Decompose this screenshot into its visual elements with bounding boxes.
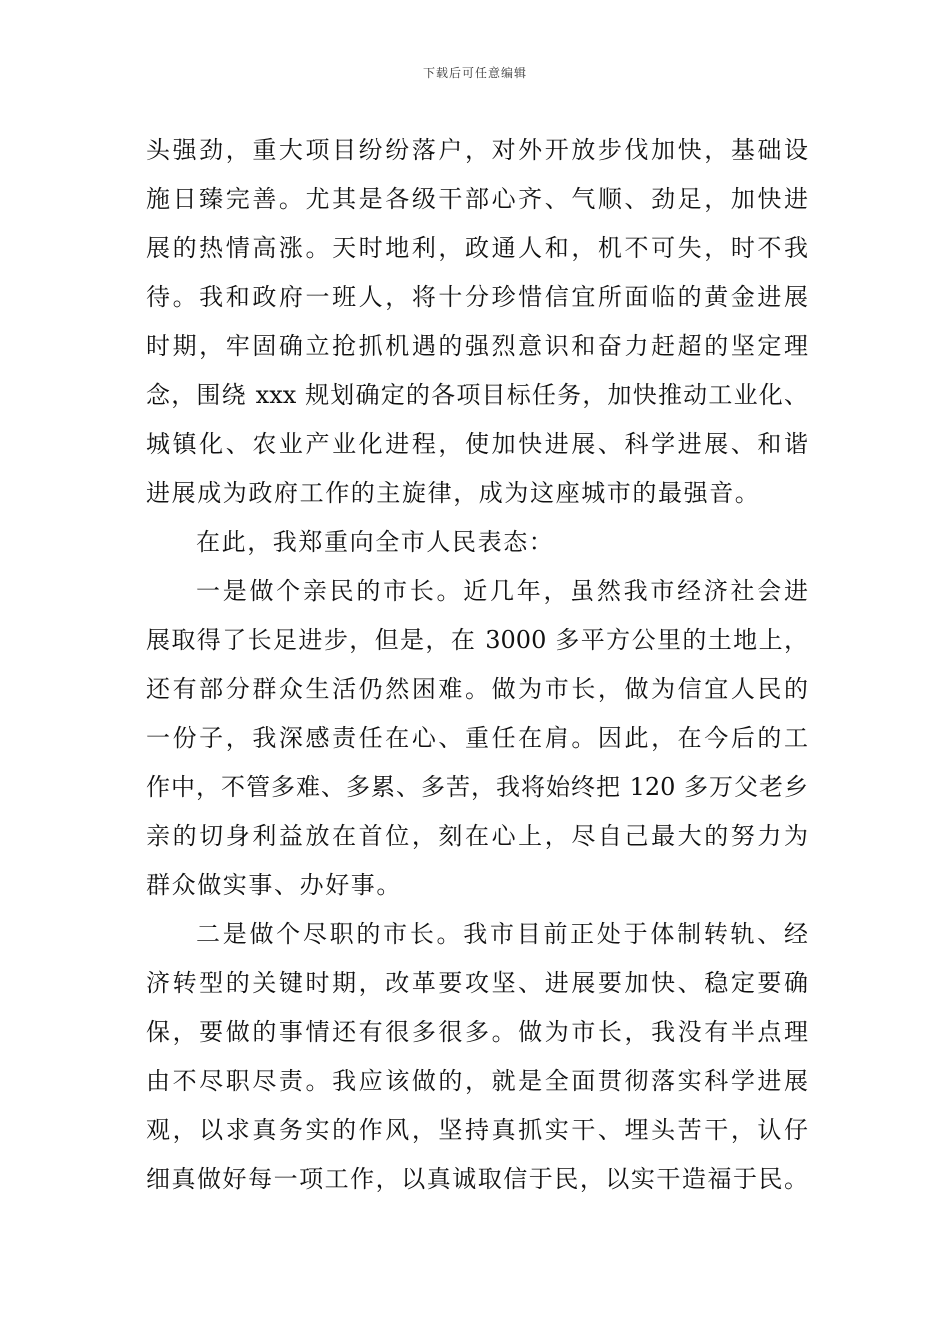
text-line: 二是做个尽职的市长。我市目前正处于体制转轨、经	[196, 920, 808, 948]
text-line: 在此，我郑重向全市人民表态：	[196, 528, 555, 556]
text-line: 展取得了长足进步，但是，在 3000 多平方公里的土地上，	[146, 626, 808, 654]
text-line: 由不尽职尽责。我应该做的，就是全面贯彻落实科学进展	[146, 1067, 808, 1095]
text-line: 进展成为政府工作的主旋律，成为这座城市的最强音。	[146, 479, 761, 507]
text-line: 待。我和政府一班人，将十分珍惜信宜所面临的黄金进展	[146, 283, 808, 311]
text-line: 还有部分群众生活仍然困难。做为市长，做为信宜人民的	[146, 675, 808, 703]
text-line: 济转型的关键时期，改革要攻坚、进展要加快、稳定要确	[146, 969, 808, 997]
text-line: 作中，不管多难、多累、多苦，我将始终把 120 多万父老乡	[146, 773, 808, 801]
text-line: 施日臻完善。尤其是各级干部心齐、气顺、劲足，加快进	[146, 185, 808, 213]
text-line: 头强劲，重大项目纷纷落户，对外开放步伐加快，基础设	[146, 136, 808, 164]
text-line: 观，以求真务实的作风，坚持真抓实干、埋头苦干，认仔	[146, 1116, 808, 1144]
document-body	[146, 126, 808, 1204]
text-line: 一是做个亲民的市长。近几年，虽然我市经济社会进	[196, 577, 808, 605]
text-line: 城镇化、农业产业化进程，使加快进展、科学进展、和谐	[146, 430, 808, 458]
page-header-note: 下载后可任意编辑	[422, 66, 527, 80]
text-line: 念，围绕 xxx 规划确定的各项目标任务，加快推动工业化、	[146, 381, 808, 409]
text-line: 保，要做的事情还有很多很多。做为市长，我没有半点理	[146, 1018, 808, 1046]
text-line: 亲的切身利益放在首位，刻在心上，尽自己最大的努力为	[146, 822, 808, 850]
text-line: 展的热情高涨。天时地利，政通人和，机不可失，时不我	[146, 234, 808, 262]
text-line: 群众做实事、办好事。	[146, 871, 402, 899]
text-line: 一份子，我深感责任在心、重任在肩。因此，在今后的工	[146, 724, 808, 752]
text-line: 时期，牢固确立抢抓机遇的强烈意识和奋力赶超的坚定理	[146, 332, 808, 360]
text-line: 细真做好每一项工作，以真诚取信于民，以实干造福于民。	[146, 1165, 808, 1193]
